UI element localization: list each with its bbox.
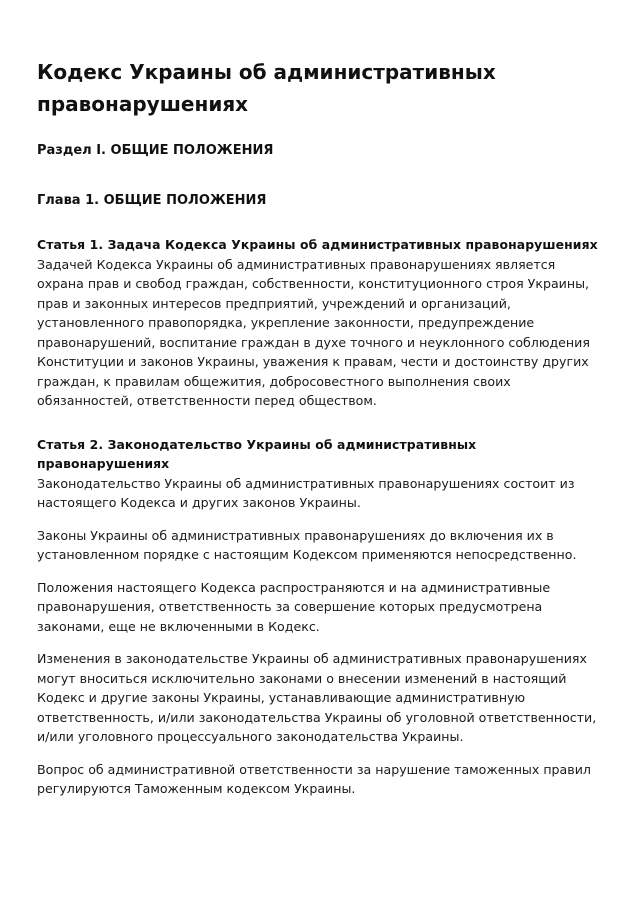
article-title: Статья 1. Задача Кодекса Украины об административных правонарушениях bbox=[37, 237, 598, 252]
article-title: Статья 2. Законодательство Украины об административных правонарушениях bbox=[37, 436, 477, 471]
document-title: Кодекс Украины об административных правонарушениях bbox=[37, 60, 496, 116]
article-paragraph: Положения настоящего Кодекса распространяются и на административные правонарушения, ответственность за совершение которых предусмотрена законами, еще не включенными в Кодекс. bbox=[37, 579, 551, 634]
chapter-heading: Глава 1. ОБЩИЕ ПОЛОЖЕНИЯ bbox=[37, 193, 267, 208]
article-1 bbox=[37, 235, 603, 411]
article-paragraph: Законы Украины об административных правонарушениях до включения их в установленном порядке с настоящим Кодексом применяются непосредственно. bbox=[37, 527, 577, 562]
article-paragraph: Изменения в законодательстве Украины об административных правонарушениях могут вноситься исключительно законами о внесении изменений в настоящий Кодекс и другие законы Украины, устанавливающие административную ответственность, и/или законодательства Украины об уголовной ответственности, и/или уголовного процессуального законодательства Украины. bbox=[37, 651, 597, 744]
section-heading: Раздел I. ОБЩИЕ ПОЛОЖЕНИЯ bbox=[37, 143, 274, 158]
article-2 bbox=[37, 435, 603, 799]
article-paragraph: Задачей Кодекса Украины об административных правонарушениях является охрана прав и свобод граждан, собственности, конституционного строя Украины, прав и законных интересов предприятий, учреждений и организаций, установленного правопорядка, укрепление законности, предупреждение правонарушений, воспитание граждан в духе точного и неуклонного соблюдения Конституции и законов Украины, уважения к правам, чести и достоинству других граждан, к правилам общежития, добросовестного выполнения своих обязанностей, ответственности перед обществом. bbox=[37, 256, 590, 408]
article-paragraph: Вопрос об административной ответственности за нарушение таможенных правил регулируются Таможенным кодексом Украины. bbox=[37, 761, 591, 796]
article-paragraph: Законодательство Украины об административных правонарушениях состоит из настоящего Кодекса и других законов Украины. bbox=[37, 475, 575, 510]
